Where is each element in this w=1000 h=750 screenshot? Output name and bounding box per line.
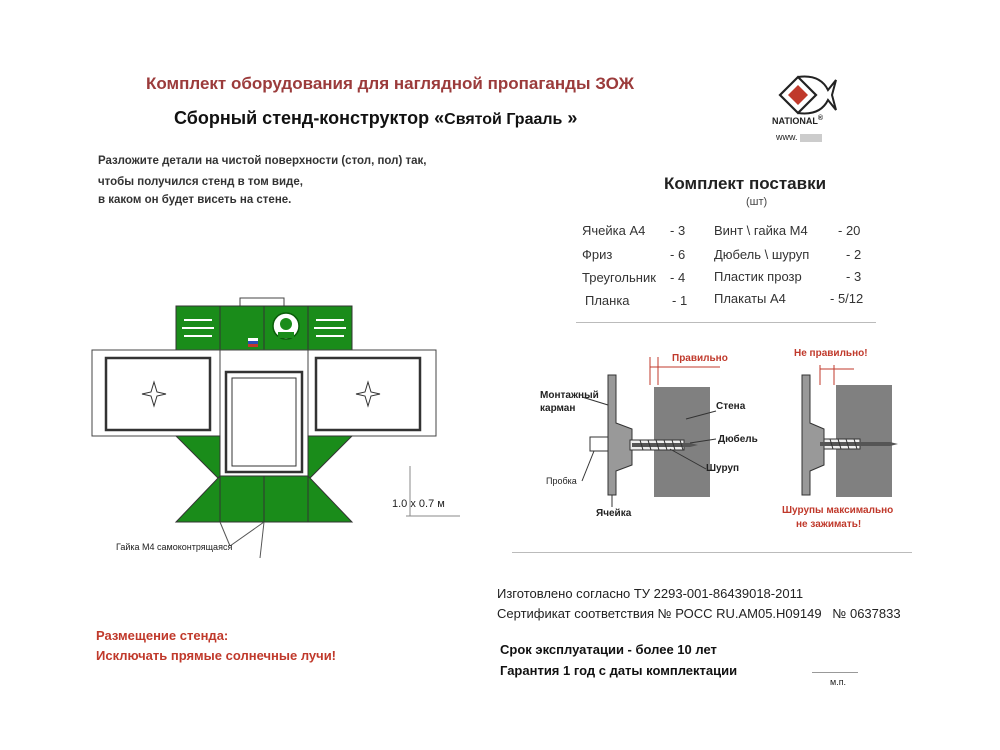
supply-item-name: Фриз <box>582 247 613 262</box>
placement-title: Размещение стенда: <box>96 628 229 643</box>
triangle-right-bottom <box>308 476 352 522</box>
plug <box>590 437 608 451</box>
subtitle-brand: Святой Грааль <box>444 111 563 128</box>
fish-logo-icon <box>772 72 838 118</box>
supply-item-qty: - 3 <box>846 269 862 284</box>
cell-profile <box>608 375 632 495</box>
supply-item-qty: - 4 <box>670 270 686 285</box>
supply-item-name: Пластик прозр <box>714 269 802 284</box>
supply-unit: (шт) <box>746 196 768 208</box>
url-redaction <box>800 134 822 142</box>
logo-name: NATIONAL <box>772 116 818 126</box>
supply-item-qty: - 5/12 <box>830 291 864 306</box>
bottom-frieze <box>220 476 264 522</box>
supply-title: Комплект поставки <box>664 174 827 193</box>
supply-item-qty: - 20 <box>838 223 861 238</box>
bottom-frieze <box>264 476 308 522</box>
supply-item-name: Треугольник <box>582 270 656 285</box>
supply-item-qty: - 3 <box>670 223 686 238</box>
plug-label: Пробка <box>546 476 577 486</box>
logo-reg: ® <box>817 115 823 122</box>
triangle-left-bottom <box>176 476 220 522</box>
supply-item-name: Ячейка А4 <box>582 223 646 238</box>
supply-item-name: Плакаты А4 <box>714 291 786 306</box>
instruction-line: чтобы получился стенд в том виде, <box>98 176 303 188</box>
supply-item-name: Винт \ гайка М4 <box>714 223 808 238</box>
page-subtitle <box>174 108 577 129</box>
triangle-right-top <box>308 436 352 480</box>
divider <box>576 322 876 323</box>
service-life: Срок эксплуатации - более 10 лет <box>500 642 717 657</box>
wall-label: Стена <box>716 401 746 412</box>
dowel-label: Дюбель <box>718 434 758 445</box>
stand-diagram <box>80 290 480 580</box>
supply-item-name: Планка <box>585 293 630 308</box>
supply-item-qty: - 1 <box>672 293 688 308</box>
subtitle-suffix: » <box>562 108 578 128</box>
supply-item-name: Дюбель \ шуруп <box>714 247 810 262</box>
instruction-line: в каком он будет висеть на стене. <box>98 194 292 206</box>
cell-label: Ячейка <box>596 508 632 519</box>
divider <box>512 552 912 553</box>
instruction-line: Разложите детали на чистой поверхности (стол, пол) так, <box>98 155 427 167</box>
tu-line: Изготовлено согласно ТУ 2293-001-86439018-2011 <box>497 586 804 601</box>
screw-label: Шуруп <box>706 463 740 474</box>
pocket-label: Монтажный <box>540 390 599 401</box>
incorrect-label: Не правильно! <box>794 348 868 359</box>
warranty: Гарантия 1 год с даты комплектации <box>500 663 738 678</box>
page-title: Комплект оборудования для наглядной пропаганды ЗОЖ <box>146 74 634 93</box>
pocket-label: карман <box>540 403 576 414</box>
cell-profile-incorrect <box>802 375 824 495</box>
warning-line: Шурупы максимально <box>782 505 894 516</box>
stamp-label: м.п. <box>830 677 847 687</box>
subtitle-prefix: Сборный стенд-конструктор « <box>174 108 445 128</box>
flag-icon <box>248 338 258 347</box>
logo-www: www. <box>776 132 798 142</box>
supply-item-qty: - 6 <box>670 247 686 262</box>
nut-label: Гайка М4 самоконтрящаяся <box>116 542 233 552</box>
certificate-line: Сертификат соответствия № РОСС RU.АМ05.Н09149 № 0637833 <box>497 606 901 621</box>
emblem-icon <box>273 313 299 339</box>
stand-size-label: 1.0 x 0.7 м <box>392 498 445 510</box>
national-logo <box>770 72 840 152</box>
correct-label: Правильно <box>672 353 728 364</box>
placement-text: Исключать прямые солнечные лучи! <box>96 648 337 663</box>
supply-item-qty: - 2 <box>846 247 862 262</box>
triangle-left-top <box>176 436 220 480</box>
stamp-line <box>812 672 858 673</box>
warning-line: не зажимать! <box>796 519 862 530</box>
